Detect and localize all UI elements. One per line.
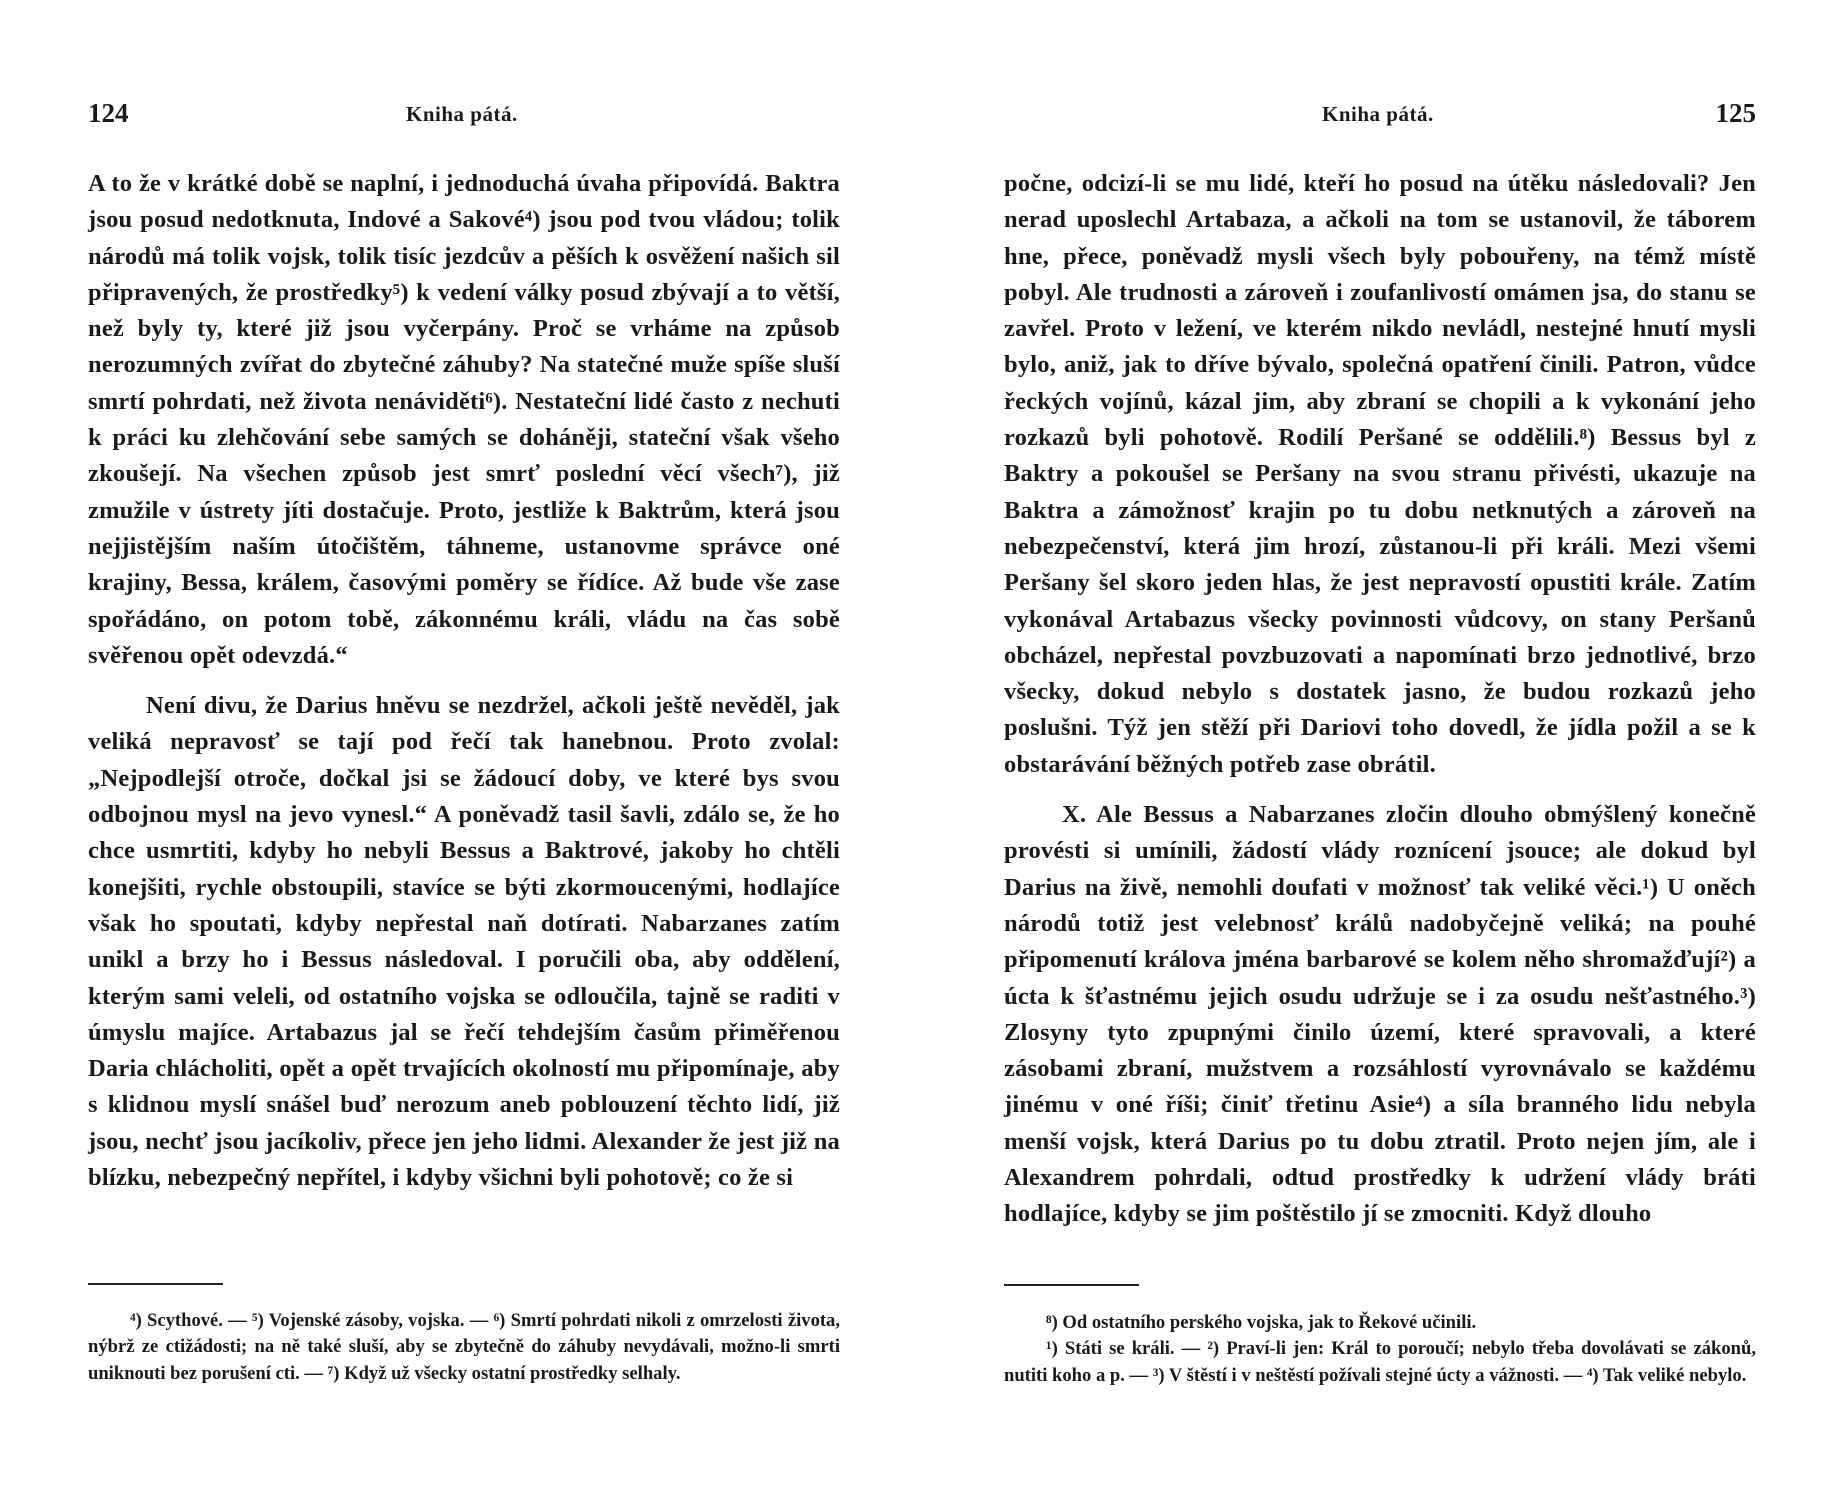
running-title: Kniha pátá. xyxy=(406,102,518,126)
footnote: ⁸) Od ostatního perského vojska, jak to Řekové učinili. xyxy=(1046,1312,1477,1333)
paragraph: X. Ale Bessus a Nabarzanes zločin dlouho obmýšlený konečně provésti si umínili, žádostí vlády roznícení jsouce; ale dokud byl Darius na živě, nemohli doufati v možnosť tak veliké věci.¹) U oněch národů totiž jest velebnosť králů nadobyčejně veliká; na pouhé připomenutí králova jména barbarové se kolem něho shromažďují²) a úcta k šťastnému jejich osudu udržuje se i za osudu nešťastného.³) Zlosyny tyto zpupnými činilo území, které spravovali, a které zásobami zbraní, mužstvem a rozsáhlostí vyrovnávalo se každému jinému v oné říši; činiť třetinu Asie⁴) a síla branného lidu nebyla menší vojsk, která Darius po tu dobu ztratil. Proto nejen jím, ale i Alexandrem pohrdali, odtud prostředky k udržení vlády bráti hodlajíce, kdyby se jim poštěstilo jí se zmocniti. Když dlouho xyxy=(1004,801,1756,1228)
left-page-footnotes xyxy=(88,1308,840,1387)
footnote: ¹) Státi se králi. — ²) Praví-li jen: Král to poroučí; nebylo třeba dovolávati se zákonů, nutiti koho a p. — ³) V štěstí i v neštěstí požívali stejné úcty a vážnosti. — ⁴) Tak veliké nebylo. xyxy=(1004,1338,1756,1386)
left-page-body xyxy=(88,166,840,1196)
paragraph: počne, odcizí-li se mu lidé, kteří ho posud na útěku následovali? Jen nerad uposlechl Artabaza, a ačkoli na tom se ustanovil, že táborem hne, přece, poněvadž mysli všech byly pobouřeny, na témž místě pobyl. Ale trudnosti a zároveň i zoufanlivostí omámen jsa, do stanu se zavřel. Proto v ležení, ve kterém nikdo nevládl, nestejné hnutí mysli bylo, aniž, jak to dříve bývalo, společná opatření činili. Patron, vůdce řeckých vojínů, kázal jim, aby zbraní se chopili a k vykonání jeho rozkazů byli pohotově. Rodilí Peršané se oddělili.⁸) Bessus byl z Baktry a pokoušel se Peršany na svou stranu přivésti, ukazuje na Baktra a zámožnosť krajin po tu dobu netknutých a zároveň na nebezpečenství, která jim hrozí, zůstanou-li při králi. Mezi všemi Peršany šel skoro jeden hlas, že jest nepravostí opustiti krále. Zatím vykonával Artabazus všecky povinnosti vůdcovy, on stany Peršanů obcházel, nepřestal povzbuzovati a napomínati brzo jednotlivé, brzo všecky, dokud nebylo s dostatek jasno, že budou rozkazů jeho poslušni. Týž jen stěží při Dariovi toho dovedl, že jídla požil a se k obstarávání běžných potřeb zase obrátil. xyxy=(1004,170,1756,778)
right-page-body xyxy=(1004,166,1756,1233)
right-page-header xyxy=(1004,98,1756,138)
left-page xyxy=(88,0,840,1500)
left-page-header xyxy=(88,98,840,138)
footnote-divider xyxy=(88,1283,223,1285)
right-page-footnotes xyxy=(1004,1310,1756,1389)
footnote: ⁴) Scythové. — ⁵) Vojenské zásoby, vojska. — ⁶) Smrtí pohrdati nikoli z omrzelosti života, nýbrž ze ctižádosti; na ně také sluší, aby se zbytečně do záhuby nevydávali, možno-li smrti uniknouti bez porušení cti. — ⁷) Když už všecky ostatní prostředky selhaly. xyxy=(88,1310,840,1384)
paragraph: Není divu, že Darius hněvu se nezdržel, ačkoli ještě nevěděl, jak veliká nepravosť se tají pod řečí tak hanebnou. Proto zvolal: „Nejpodlejší otroče, dočkal jsi se žádoucí doby, ve které bys svou odbojnou mysl na jevo vynesl.“ A poněvadž tasil šavli, zdálo se, že ho chce usmrtiti, kdyby ho nebyli Bessus a Baktrové, jakoby ho chtěli konejšiti, rychle obstoupili, stavíce se býti zkormoucenými, hodlajíce však ho spoutati, kdyby nepřestal naň dotírati. Nabarzanes zatím unikl a brzy ho i Bessus následoval. I poručili oba, aby oddělení, kterým sami veleli, od ostatního vojska se odloučila, tajně se raditi v úmyslu majíce. Artabazus jal se řečí tehdejším časům přiměřenou Daria chlácholiti, opět a opět trvajících okolností mu připomínaje, aby s klidnou myslí snášel buď nerozum aneb poblouzení těchto lidí, již jsou, nechť jsou jacíkoliv, přece jen jeho lidmi. Alexander že jest již na blízku, nebezpečný nepřítel, i kdyby všichni byli pohotově; co že si xyxy=(88,692,840,1192)
page-number: 124 xyxy=(88,98,129,128)
running-title: Kniha pátá. xyxy=(1322,102,1434,126)
footnote-divider xyxy=(1004,1284,1139,1286)
right-page xyxy=(1004,0,1756,1500)
page-number: 125 xyxy=(1715,98,1756,128)
paragraph: A to že v krátké době se naplní, i jednoduchá úvaha připovídá. Baktra jsou posud nedotknuta, Indové a Sakové⁴) jsou pod tvou vládou; tolik národů má tolik vojsk, tolik tisíc jezdcův a pěších k osvěžení našich sil připravených, že prostředky⁵) k vedení války posud zbývají a to větší, než byly ty, které již jsou vyčerpány. Proč se vrháme na způsob nerozumných zvířat do zbytečné záhuby? Na statečné muže spíše sluší smrtí pohrdati, než života nenáviděti⁶). Nestateční lidé často z nechuti k práci ku zlehčování sebe samých se doháněji, stateční však všeho zkoušejí. Na všechen způsob jest smrť poslední věcí všech⁷), již zmužile v ústrety jíti dostačuje. Proto, jestliže k Baktrům, která jsou nejjistějším naším útočištěm, táhneme, ustanovme správce oné krajiny, Bessa, králem, časovými poměry se řídíce. Až bude vše zase spořádáno, on potom tobě, zákonnému králi, vládu na čas sobě svěřenou opět odevzdá.“ xyxy=(88,170,840,669)
